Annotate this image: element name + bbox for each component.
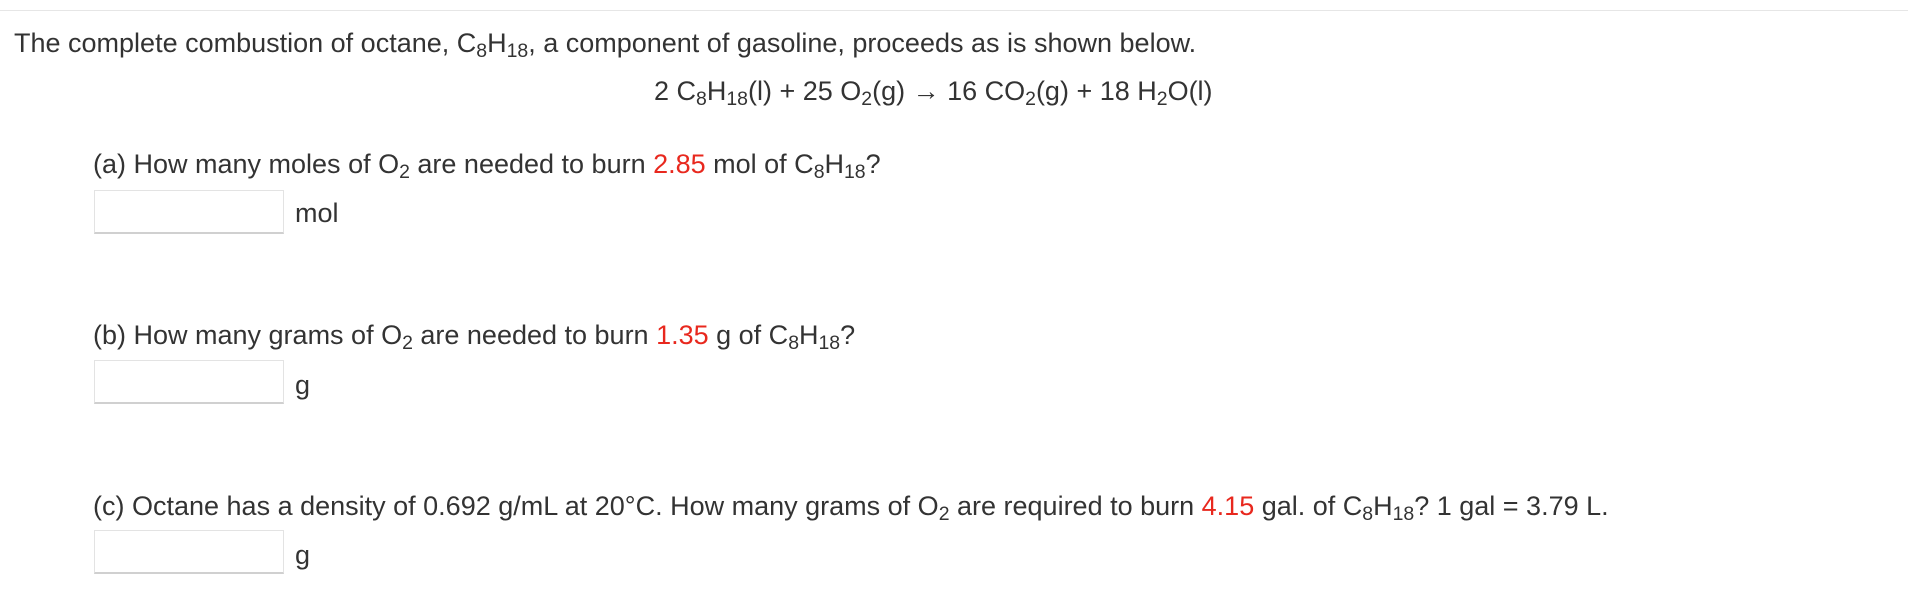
given-value-a: 2.85 <box>653 149 706 179</box>
unit-label-a: mol <box>295 198 339 228</box>
question-b: (b) How many grams of $O_2$ are needed to burn 1.35 g of $C_8H_{18}$? <box>93 320 856 354</box>
unit-label-b: g <box>295 370 311 400</box>
unit-label-c: g <box>295 540 311 570</box>
given-value-c: 4.15 <box>1201 491 1255 521</box>
given-value-b: 1.35 <box>656 320 709 350</box>
question-a: (a) How many moles of $O_2$ are needed to burn 2.85 mol of $C_8H_{18}$? <box>93 149 881 183</box>
answer-input-c[interactable] <box>94 530 284 574</box>
top-divider <box>0 10 1908 11</box>
answer-input-a[interactable] <box>94 190 284 234</box>
reaction-equation: 2 $C_8H_{18}(l) + 25$ $O_2(g) \to 16$ $CO_2(g) + 18$ $H_2O(l)$ <box>654 76 1213 110</box>
answer-input-b[interactable] <box>94 360 284 404</box>
problem-intro: The complete combustion of octane, $C_8H_{18}$, a component of gasoline, proceeds as is shown below. <box>14 28 1197 62</box>
question-c: (c) Octane has a density of 0.692 g/mL at 20°C. How many grams of $O_2$ are required to burn 4.15 gal. of $C_8H_{18}$? 1 gal = 3.79 L. <box>93 491 1609 525</box>
